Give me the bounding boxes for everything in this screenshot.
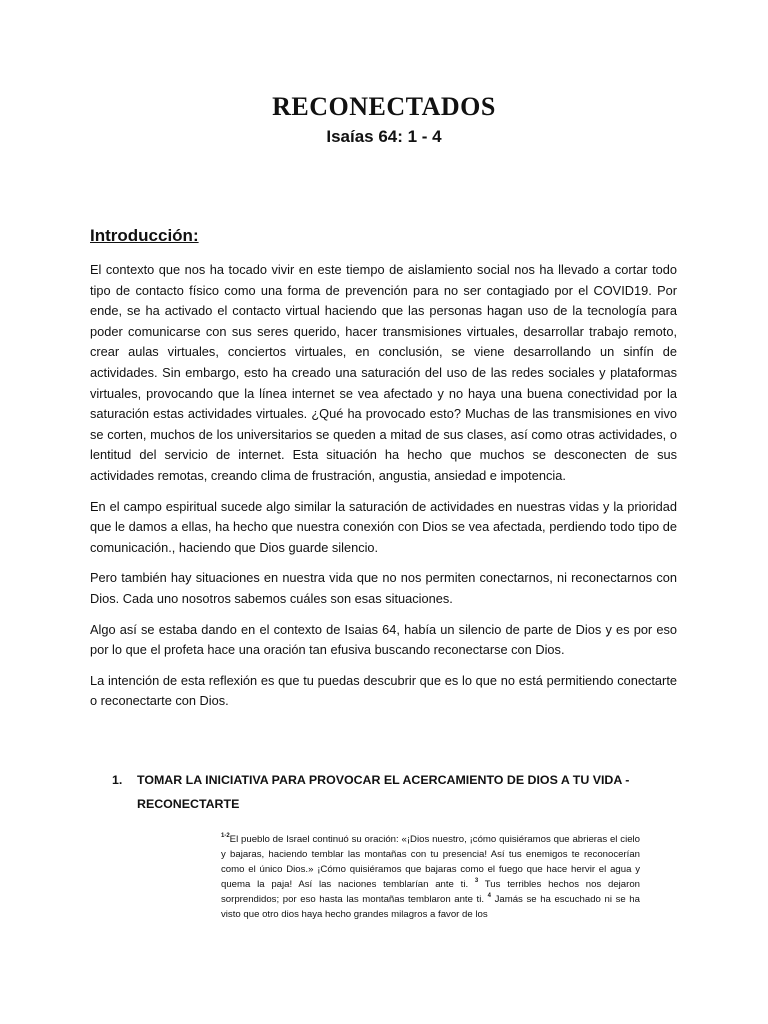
point-heading-line2: RECONECTARTE (137, 797, 240, 811)
verse-number: 3 (474, 878, 479, 884)
scripture-quote (221, 832, 640, 922)
point-heading-line1: TOMAR LA INICIATIVA PARA PROVOCAR EL ACERCAMIENTO DE DIOS A TU VIDA - (137, 773, 630, 787)
intro-body (90, 260, 677, 722)
verse-text: Jamás se ha escuchado ni se ha visto que otro dios haya hecho grandes milagros a favor de los (221, 894, 640, 920)
verse-text: Tus terribles hechos nos dejaron sorprendidos; por eso hasta las montañas temblaron ante ti. (221, 879, 640, 905)
intro-heading: Introducción: (90, 226, 199, 245)
verse-number: 4 (487, 893, 491, 899)
point-number: 1. (112, 773, 123, 787)
verse-text: El pueblo de Israel continuó su oración: «¡Dios nuestro, ¡cómo quisiéramos que abrieras el cielo y bajaras, haciendo temblar las montañas con tu presencia! Así tus enemigos te reconocerían como el único Dios.» ¡Cómo quisiéramos que bajaras como el fuego que hace hervir el agua y quema la paja! Así las naciones temblarían ante ti. (221, 834, 640, 890)
paragraph: Algo así se estaba dando en el contexto de Isaias 64, había un silencio de parte de Dios y es por eso por lo que el profeta hace una oración tan efusiva buscando reconectarse con Dios. (90, 621, 677, 658)
document-title: RECONECTADOS (272, 92, 496, 121)
paragraph: La intención de esta reflexión es que tu puedas descubrir que es lo que no está permitiendo conectarte o reconectarte con Dios. (90, 672, 677, 709)
paragraph: El contexto que nos ha tocado vivir en este tiempo de aislamiento social nos ha llevado a cortar todo tipo de contacto físico como una forma de prevención para no ser contagiado por el COVID19. Por ende, se ha activado el contacto virtual haciendo que las personas hagan uso de la tecnología para poder comunicarse con sus seres querido, hacer transmisiones virtuales, desarrollar trabajo remoto, crear aulas virtuales, conciertos virtuales, en conclusión, se viene desarrollando un sinfín de actividades. Sin embargo, esto ha creado una saturación del uso de las redes sociales y plataformas virtuales, provocando que la línea internet se vea afectado y no haya una buena conectividad por la saturación estas actividades virtuales. ¿Qué ha provocado esto? Muchas de las transmisiones en vivo se corten, muchos de los universitarios se queden a mitad de sus clases, así como otras actividades, o lentitud del servicio de internet. Esta situación ha hecho que muchos se desconecten de sus actividades remotas, creando clima de frustración, angustia, ansiedad e impotencia. (90, 262, 677, 483)
paragraph: Pero también hay situaciones en nuestra vida que no nos permiten conectarnos, ni reconectarnos con Dios. Cada uno nosotros sabemos cuáles son esas situaciones. (90, 570, 677, 606)
document-subtitle: Isaías 64: 1 - 4 (326, 127, 442, 146)
numbered-point-1 (112, 768, 672, 816)
paragraph: En el campo espiritual sucede algo similar la saturación de actividades en nuestras vidas y la prioridad que le damos a ellas, ha hecho que nuestra conexión con Dios se vea afectada, perdiendo todo tipo de comunicación., haciendo que Dios guarde silencio. (90, 498, 677, 555)
verse-number: 1-2 (221, 833, 230, 839)
